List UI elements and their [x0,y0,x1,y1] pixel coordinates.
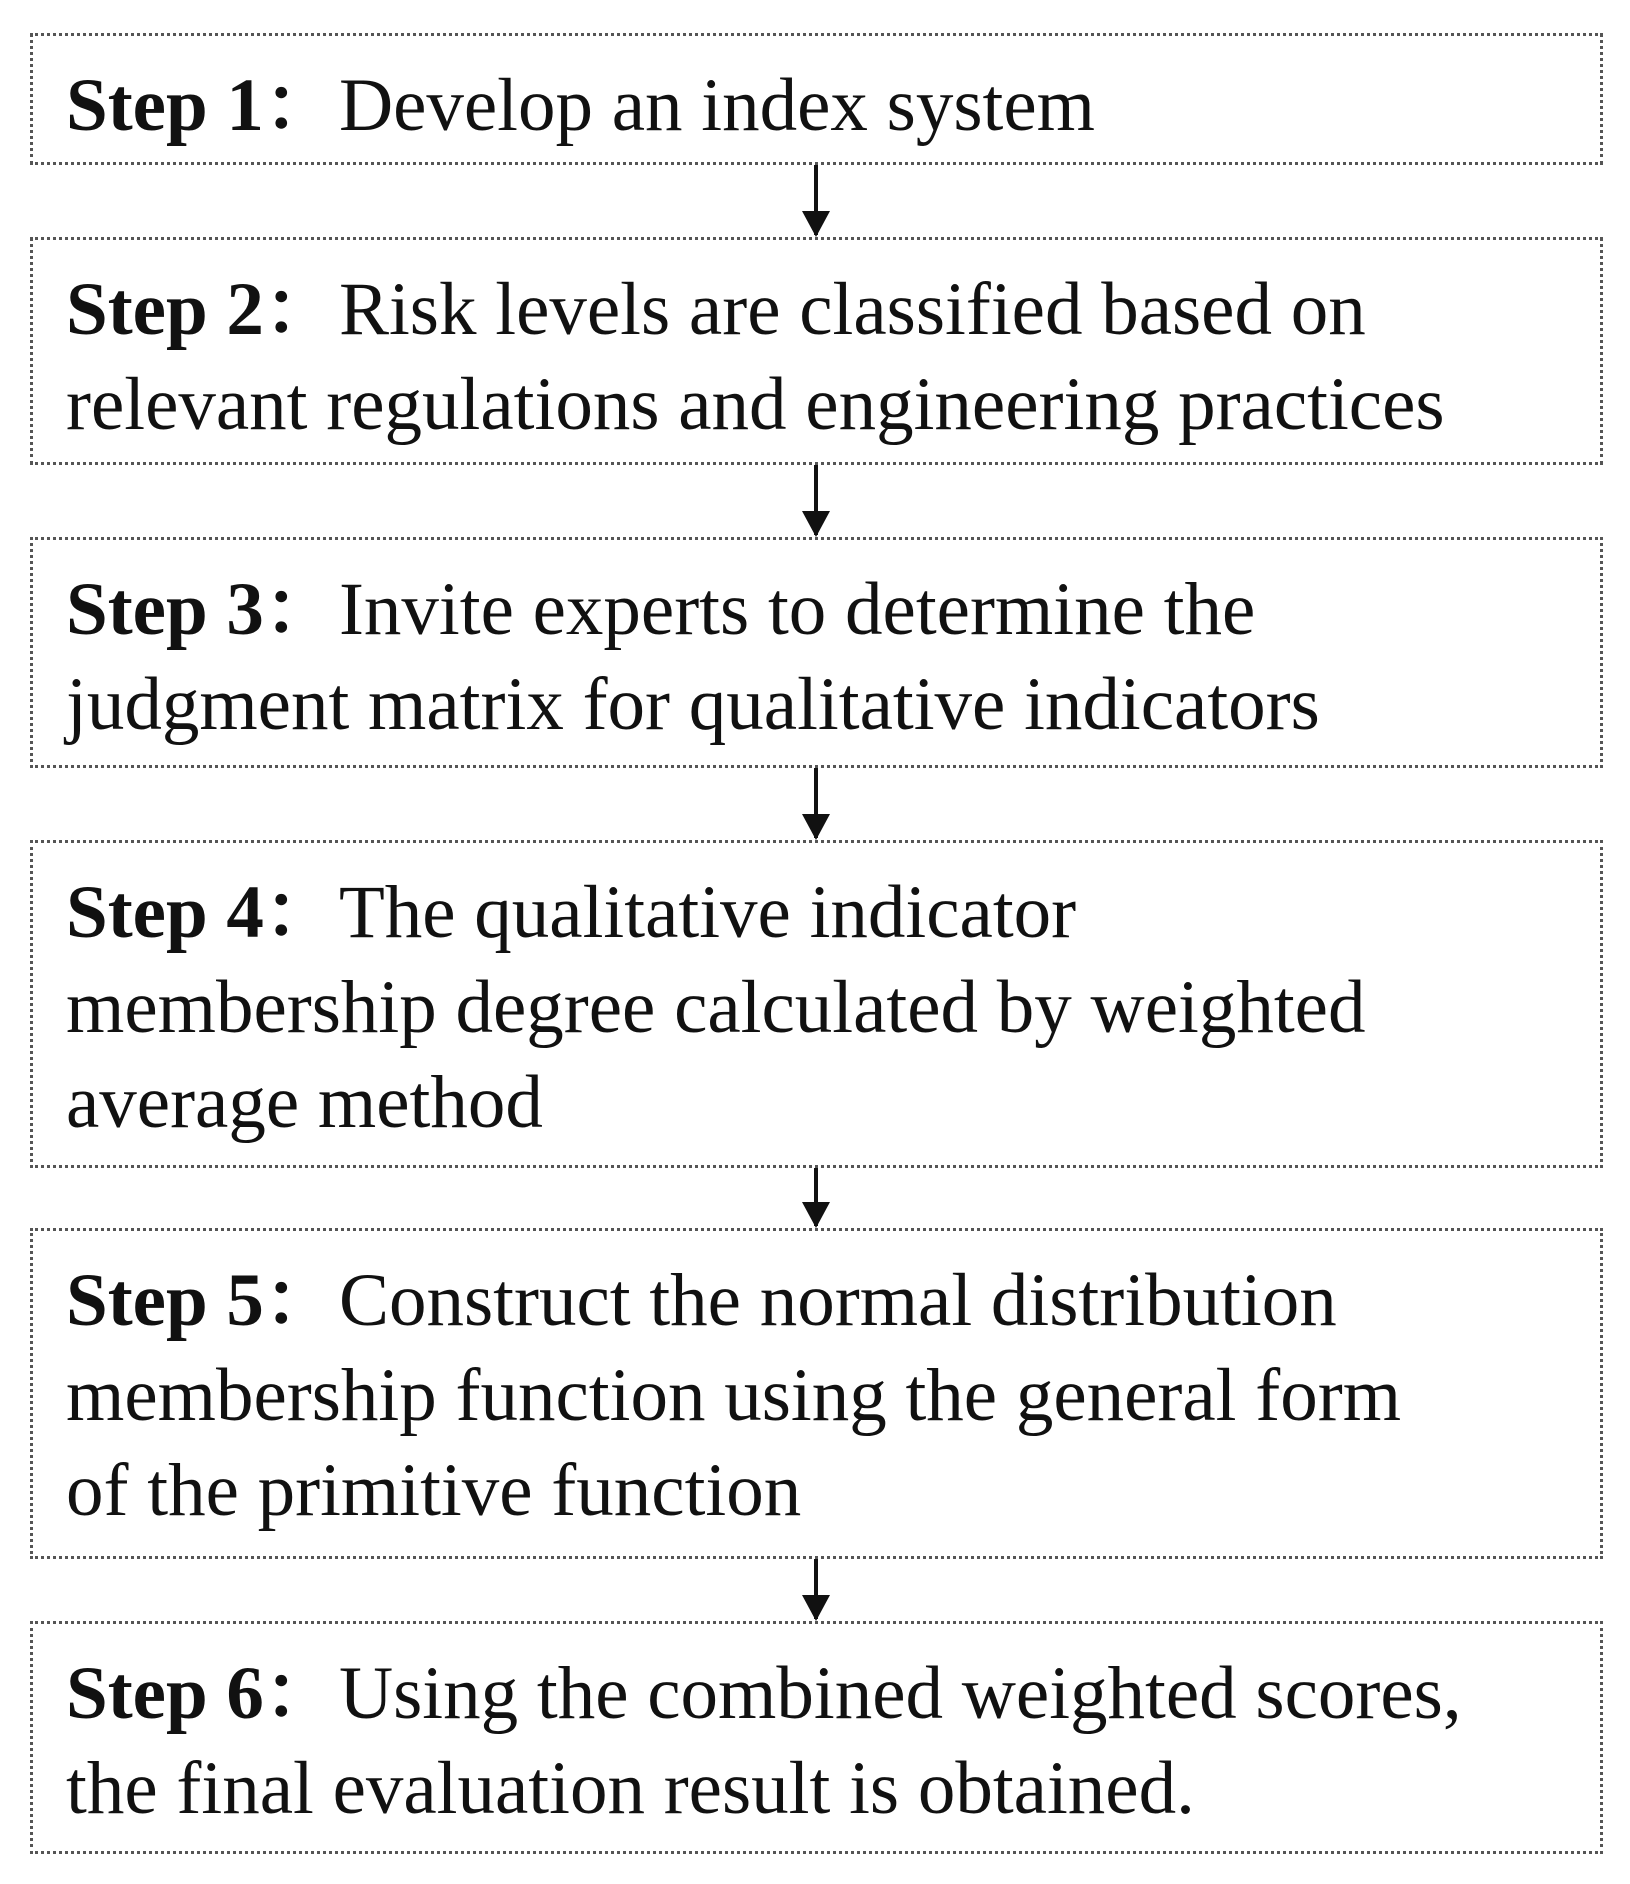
step-3-text-2: judgment matrix for qualitative indicators [66,663,1320,746]
step-3-box [30,537,1603,768]
step-5-text-2: membership function using the general form [66,1354,1402,1437]
step-4-line-1 [66,865,1580,960]
arrow-3-to-4 [814,768,818,838]
step-4-box [30,840,1603,1168]
step-6-text-2: the final evaluation result is obtained. [66,1747,1195,1830]
step-4-text-2: membership degree calculated by weighted [66,966,1366,1049]
arrow-2-to-3 [814,465,818,535]
step-4-text-1: The qualitative indicator [338,871,1077,954]
step-3-text-1: Invite experts to determine the [338,568,1256,651]
step-2-box [30,237,1603,465]
step-6-line-1 [66,1646,1580,1741]
step-1-text-1: Develop an index system [338,64,1096,147]
step-5-box [30,1228,1603,1559]
step-5-text-3: of the primitive function [66,1449,802,1532]
step-3-line-1 [66,562,1580,657]
step-2-text-2: relevant regulations and engineering practices [66,363,1445,446]
step-6-label: Step 6： [66,1652,339,1735]
step-1-box [30,33,1603,165]
arrow-4-to-5 [814,1168,818,1226]
step-6-text-1: Using the combined weighted scores, [338,1652,1462,1735]
step-5-line-1 [66,1253,1580,1348]
step-4-text-3: average method [66,1061,543,1144]
step-5-label: Step 5： [66,1259,339,1342]
step-2-line-1 [66,262,1580,357]
arrow-5-to-6 [814,1559,818,1619]
arrow-1-to-2 [814,165,818,235]
step-4-label: Step 4： [66,871,339,954]
step-6-box [30,1621,1603,1854]
step-3-label: Step 3： [66,568,339,651]
step-2-label: Step 2： [66,268,339,351]
step-5-text-1: Construct the normal distribution [338,1259,1337,1342]
step-1-line-1 [66,58,1580,153]
step-2-text-1: Risk levels are classified based on [338,268,1366,351]
step-1-label: Step 1： [66,64,339,147]
